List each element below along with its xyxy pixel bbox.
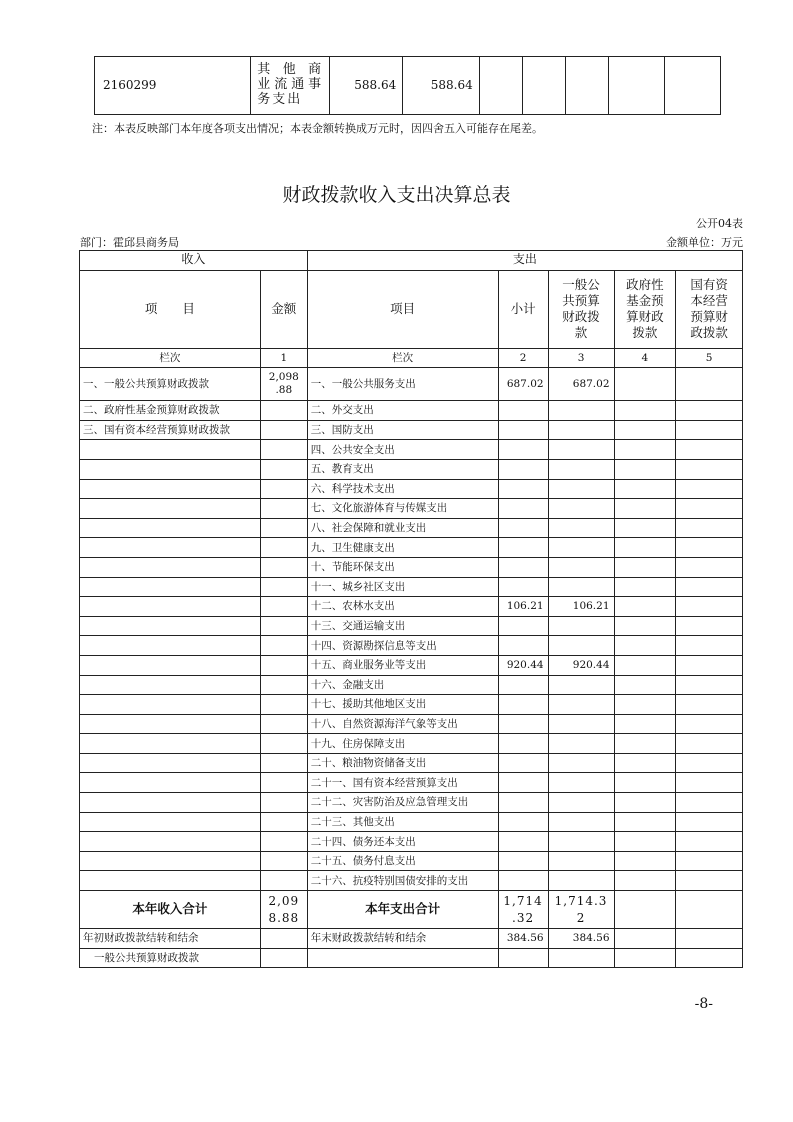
state-capital-cell — [676, 773, 743, 793]
empty-cell — [676, 948, 743, 968]
table-row — [80, 577, 743, 597]
income-amount — [260, 753, 307, 773]
subtotal-cell — [498, 812, 548, 832]
table-row — [80, 401, 743, 421]
fund-budget-cell — [614, 773, 676, 793]
state-capital-cell — [676, 538, 743, 558]
fund-budget-cell — [614, 695, 676, 715]
state-capital-cell — [676, 459, 743, 479]
value-cell: 588.64 — [330, 57, 403, 115]
header-row — [80, 270, 743, 348]
subtotal-cell: 687.02 — [498, 368, 548, 401]
expense-subtotal-value: 1,714 .32 — [498, 891, 548, 929]
income-item — [80, 538, 261, 558]
general-budget-cell — [548, 420, 614, 440]
income-amount — [260, 636, 307, 656]
income-item: 一、一般公共预算财政拨款 — [80, 368, 261, 401]
state-capital-cell — [676, 871, 743, 891]
income-amount — [260, 695, 307, 715]
general-budget-cell — [548, 538, 614, 558]
fund-budget-cell — [614, 714, 676, 734]
general-budget-carry-label: 一般公共预算财政拨款 — [80, 948, 261, 968]
income-amount — [260, 518, 307, 538]
income-total-value: 2,09 8.88 — [260, 891, 307, 929]
state-capital-cell — [676, 851, 743, 871]
state-capital-cell — [676, 440, 743, 460]
fund-budget-cell — [614, 577, 676, 597]
empty-cell — [676, 929, 743, 949]
subtotal-cell — [498, 851, 548, 871]
expense-item: 二十五、债务付息支出 — [307, 851, 498, 871]
table-row — [80, 851, 743, 871]
general-budget-cell — [548, 832, 614, 852]
expense-item: 十四、资源勘探信息等支出 — [307, 636, 498, 656]
income-amount — [260, 793, 307, 813]
table-row — [80, 557, 743, 577]
table-body — [80, 401, 743, 891]
carry-general-budget: 384.56 — [548, 929, 614, 949]
subtotal-cell — [498, 616, 548, 636]
state-capital-cell — [676, 499, 743, 519]
income-amount: 2,098 .88 — [260, 368, 307, 401]
item-header: 项 目 — [80, 270, 261, 348]
income-item — [80, 812, 261, 832]
expense-item: 二十、粮油物资储备支出 — [307, 753, 498, 773]
income-item — [80, 675, 261, 695]
income-item — [80, 597, 261, 617]
general-budget-cell — [548, 812, 614, 832]
column-number: 2 — [498, 348, 548, 368]
fund-budget-cell — [614, 597, 676, 617]
general-budget-cell — [548, 479, 614, 499]
general-budget-cell — [548, 675, 614, 695]
carry-expense-label: 年末财政拨款结转和结余 — [307, 929, 498, 949]
page-title: 财政拨款收入支出决算总表 — [282, 184, 511, 206]
fund-budget-cell — [614, 420, 676, 440]
income-item — [80, 734, 261, 754]
table-row — [80, 538, 743, 558]
state-capital-cell — [676, 753, 743, 773]
state-capital-cell — [676, 368, 743, 401]
state-capital-cell — [676, 479, 743, 499]
expense-item: 五、教育支出 — [307, 459, 498, 479]
income-item — [80, 518, 261, 538]
general-budget-cell — [548, 734, 614, 754]
subtotal-cell — [498, 499, 548, 519]
subtotal-cell — [498, 832, 548, 852]
expense-item: 三、国防支出 — [307, 420, 498, 440]
fund-budget-cell — [614, 518, 676, 538]
expense-item: 十一、城乡社区支出 — [307, 577, 498, 597]
subtotal-header: 小计 — [498, 270, 548, 348]
income-amount — [260, 499, 307, 519]
fund-budget-cell — [614, 616, 676, 636]
empty-cell — [307, 948, 498, 968]
subtotal-cell — [498, 714, 548, 734]
table-row — [80, 832, 743, 852]
income-item — [80, 577, 261, 597]
income-item — [80, 793, 261, 813]
general-budget-cell — [548, 793, 614, 813]
empty-cell — [614, 929, 676, 949]
table-row — [80, 440, 743, 460]
fund-budget-cell — [614, 401, 676, 421]
empty-cell — [608, 57, 664, 115]
subtotal-cell — [498, 518, 548, 538]
table-row — [80, 479, 743, 499]
table-row — [80, 499, 743, 519]
state-capital-cell — [676, 401, 743, 421]
empty-cell — [260, 929, 307, 949]
general-budget-cell — [548, 636, 614, 656]
general-budget-cell: 106.21 — [548, 597, 614, 617]
fund-budget-cell — [614, 812, 676, 832]
lanci-label: 栏次 — [80, 348, 261, 368]
income-item — [80, 871, 261, 891]
table-row — [80, 793, 743, 813]
fund-budget-cell — [614, 655, 676, 675]
subtotal-cell — [498, 557, 548, 577]
fund-budget-cell — [614, 440, 676, 460]
fund-budget-cell — [614, 499, 676, 519]
empty-cell — [614, 948, 676, 968]
table-row — [80, 695, 743, 715]
income-amount — [260, 773, 307, 793]
subtotal-cell — [498, 675, 548, 695]
department-label: 部门：霍邱县商务局 — [80, 236, 179, 249]
fund-budget-cell — [614, 832, 676, 852]
expense-item: 二、外交支出 — [307, 401, 498, 421]
income-amount — [260, 401, 307, 421]
column-number: 4 — [614, 348, 676, 368]
subtotal-cell — [498, 773, 548, 793]
income-amount — [260, 616, 307, 636]
empty-cell — [614, 891, 676, 929]
empty-cell — [260, 948, 307, 968]
subtotal-cell — [498, 695, 548, 715]
expense-item: 十六、金融支出 — [307, 675, 498, 695]
fund-budget-header: 政府性 基金预 算财政 拨款 — [614, 270, 676, 348]
income-item — [80, 459, 261, 479]
table-row — [80, 636, 743, 656]
amount-header: 金额 — [260, 270, 307, 348]
carry-subtotal: 384.56 — [498, 929, 548, 949]
state-capital-cell — [676, 577, 743, 597]
general-budget-cell — [548, 440, 614, 460]
general-budget-cell — [548, 401, 614, 421]
fund-budget-cell — [614, 734, 676, 754]
state-capital-cell — [676, 420, 743, 440]
income-amount — [260, 734, 307, 754]
income-amount — [260, 440, 307, 460]
subtotal-cell — [498, 734, 548, 754]
income-item: 二、政府性基金预算财政拨款 — [80, 401, 261, 421]
income-amount — [260, 459, 307, 479]
expense-item: 十五、商业服务业等支出 — [307, 655, 498, 675]
subtotal-cell — [498, 636, 548, 656]
subtotal-cell — [498, 753, 548, 773]
income-amount — [260, 675, 307, 695]
income-item — [80, 773, 261, 793]
state-capital-cell — [676, 675, 743, 695]
table-row — [80, 459, 743, 479]
income-amount — [260, 538, 307, 558]
carry-income-label: 年初财政拨款结转和结余 — [80, 929, 261, 949]
table-row — [95, 57, 721, 115]
column-number: 5 — [676, 348, 743, 368]
state-capital-cell — [676, 832, 743, 852]
income-amount — [260, 851, 307, 871]
income-item — [80, 616, 261, 636]
table-row — [80, 597, 743, 617]
state-capital-cell — [676, 616, 743, 636]
empty-cell — [522, 57, 565, 115]
income-item — [80, 753, 261, 773]
income-amount — [260, 655, 307, 675]
table-row — [80, 773, 743, 793]
subtotal-cell: 920.44 — [498, 655, 548, 675]
expense-item: 八、社会保障和就业支出 — [307, 518, 498, 538]
subtotal-cell — [498, 479, 548, 499]
income-amount — [260, 577, 307, 597]
income-amount — [260, 832, 307, 852]
fund-budget-cell — [614, 851, 676, 871]
expense-item: 六、科学技术支出 — [307, 479, 498, 499]
state-capital-cell — [676, 714, 743, 734]
general-budget-cell — [548, 499, 614, 519]
general-budget-cell — [548, 518, 614, 538]
table-row — [80, 734, 743, 754]
fund-budget-cell — [614, 871, 676, 891]
expense-general-budget-value: 1,714.3 2 — [548, 891, 614, 929]
income-amount — [260, 420, 307, 440]
expense-item: 十二、农林水支出 — [307, 597, 498, 617]
income-amount — [260, 557, 307, 577]
expense-item: 二十一、国有资本经营预算支出 — [307, 773, 498, 793]
table-row — [80, 420, 743, 440]
expense-item: 九、卫生健康支出 — [307, 538, 498, 558]
general-budget-cell: 920.44 — [548, 655, 614, 675]
subtotal-cell — [498, 440, 548, 460]
expense-item: 十、节能环保支出 — [307, 557, 498, 577]
income-item — [80, 655, 261, 675]
fund-budget-cell — [614, 479, 676, 499]
carry-row — [80, 929, 743, 949]
subtotal-cell — [498, 577, 548, 597]
fund-budget-cell — [614, 753, 676, 773]
income-item: 三、国有资本经营预算财政拨款 — [80, 420, 261, 440]
expense-item: 二十二、灾害防治及应急管理支出 — [307, 793, 498, 813]
expense-item: 一、一般公共服务支出 — [307, 368, 498, 401]
fund-budget-cell — [614, 538, 676, 558]
income-amount — [260, 812, 307, 832]
general-budget-cell — [548, 459, 614, 479]
income-item — [80, 832, 261, 852]
table-row — [80, 518, 743, 538]
table-row — [80, 812, 743, 832]
column-number-row — [80, 348, 743, 368]
general-budget-cell — [548, 851, 614, 871]
income-item — [80, 440, 261, 460]
income-item — [80, 851, 261, 871]
expense-item: 十九、住房保障支出 — [307, 734, 498, 754]
expense-item: 十三、交通运输支出 — [307, 616, 498, 636]
subtotal-cell — [498, 871, 548, 891]
income-item — [80, 636, 261, 656]
general-budget-cell — [548, 773, 614, 793]
subtotal-cell — [498, 538, 548, 558]
value-cell: 588.64 — [403, 57, 480, 115]
income-amount — [260, 714, 307, 734]
state-capital-cell — [676, 812, 743, 832]
income-item — [80, 557, 261, 577]
empty-cell — [676, 891, 743, 929]
expense-header: 支出 — [307, 251, 742, 271]
empty-cell — [565, 57, 608, 115]
empty-cell — [479, 57, 522, 115]
general-budget-cell — [548, 616, 614, 636]
subtotal-cell — [498, 401, 548, 421]
table-row — [80, 368, 743, 401]
general-budget-header: 一般公 共预算 财政拨 款 — [548, 270, 614, 348]
previous-table-fragment — [94, 56, 721, 115]
state-capital-cell — [676, 695, 743, 715]
state-capital-cell — [676, 734, 743, 754]
income-item — [80, 499, 261, 519]
income-amount — [260, 871, 307, 891]
state-capital-cell — [676, 793, 743, 813]
fund-budget-cell — [614, 636, 676, 656]
totals-row — [80, 891, 743, 929]
general-budget-cell — [548, 871, 614, 891]
expense-item: 四、公共安全支出 — [307, 440, 498, 460]
expense-item: 十八、自然资源海洋气象等支出 — [307, 714, 498, 734]
function-name: 其他商 业流通事 务支出 — [251, 57, 330, 115]
item-header-2: 项目 — [307, 270, 498, 348]
state-capital-cell — [676, 655, 743, 675]
table-note: 注：本表反映部门本年度各项支出情况；本表金额转换成万元时，因四舍五入可能存在尾差。 — [92, 122, 543, 135]
column-number: 1 — [260, 348, 307, 368]
general-budget-cell — [548, 753, 614, 773]
unit-label: 金额单位：万元 — [666, 236, 743, 249]
expense-item: 十七、援助其他地区支出 — [307, 695, 498, 715]
income-item — [80, 714, 261, 734]
general-budget-cell — [548, 695, 614, 715]
state-capital-cell — [676, 518, 743, 538]
column-number: 3 — [548, 348, 614, 368]
general-budget-cell — [548, 577, 614, 597]
fund-budget-cell — [614, 557, 676, 577]
last-row — [80, 948, 743, 968]
subtotal-cell — [498, 793, 548, 813]
income-item — [80, 695, 261, 715]
income-amount — [260, 479, 307, 499]
income-amount — [260, 597, 307, 617]
lanci-label: 栏次 — [307, 348, 498, 368]
empty-cell — [548, 948, 614, 968]
table-row — [80, 871, 743, 891]
general-budget-cell — [548, 557, 614, 577]
income-item — [80, 479, 261, 499]
table-row — [80, 655, 743, 675]
table-row — [80, 675, 743, 695]
state-capital-cell — [676, 557, 743, 577]
state-capital-header: 国有资 本经营 预算财 政拨款 — [676, 270, 743, 348]
table-row — [80, 616, 743, 636]
income-header: 收入 — [80, 251, 308, 271]
state-capital-cell — [676, 636, 743, 656]
summary-table — [79, 250, 743, 968]
expense-item: 七、文化旅游体育与传媒支出 — [307, 499, 498, 519]
form-number: 公开04表 — [696, 217, 743, 230]
income-total-label: 本年收入合计 — [80, 891, 261, 929]
table-row — [80, 714, 743, 734]
header-row — [80, 251, 743, 271]
function-code: 2160299 — [95, 57, 251, 115]
fund-budget-cell — [614, 459, 676, 479]
expense-item: 二十六、抗疫特别国债安排的支出 — [307, 871, 498, 891]
fund-budget-cell — [614, 793, 676, 813]
fund-budget-cell — [614, 675, 676, 695]
subtotal-cell — [498, 459, 548, 479]
fund-budget-cell — [614, 368, 676, 401]
empty-cell — [664, 57, 720, 115]
expense-total-label: 本年支出合计 — [307, 891, 498, 929]
state-capital-cell — [676, 597, 743, 617]
subtotal-cell — [498, 420, 548, 440]
general-budget-cell — [548, 714, 614, 734]
subtotal-cell: 106.21 — [498, 597, 548, 617]
table-row — [80, 753, 743, 773]
general-budget-cell: 687.02 — [548, 368, 614, 401]
expense-item: 二十四、债务还本支出 — [307, 832, 498, 852]
page-number: -8- — [694, 996, 713, 1012]
empty-cell — [498, 948, 548, 968]
expense-item: 二十三、其他支出 — [307, 812, 498, 832]
